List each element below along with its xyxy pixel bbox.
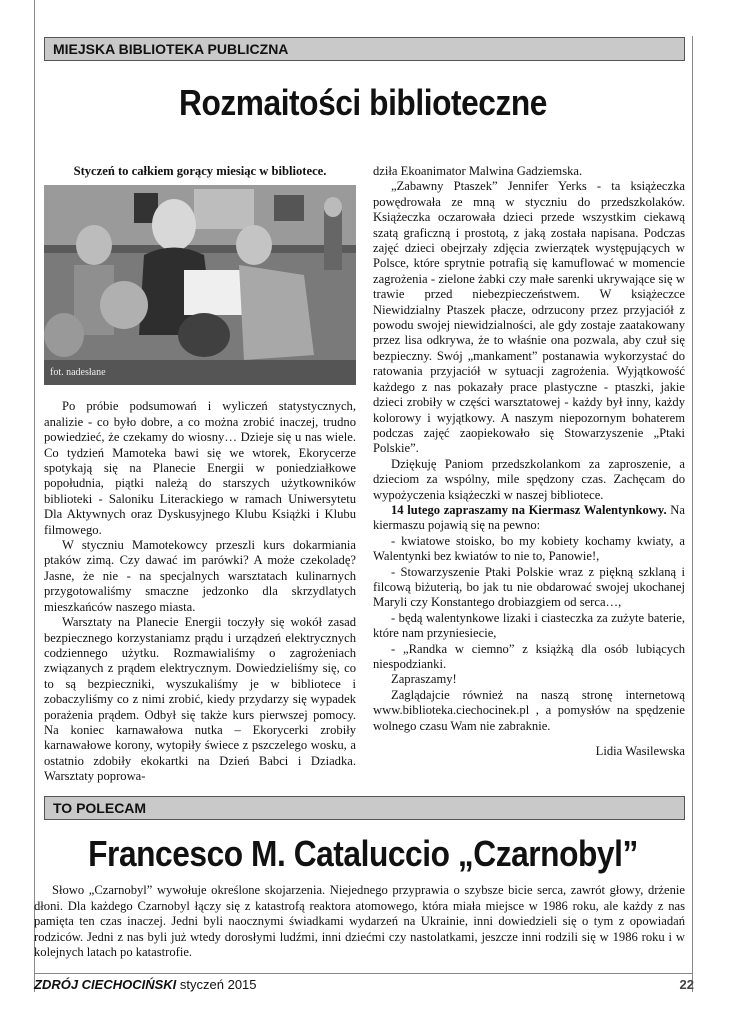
footer-publication [34, 977, 257, 992]
footer-magazine-name: ZDRÓJ CIECHOCIŃSKI [34, 977, 177, 992]
author-signature: Lidia Wasilewska [595, 744, 685, 759]
paragraph: Warsztaty na Planecie Energii toczyły się wokół zasad bezpiecznego korzystaniamz prądu i urządzeń elektrycznych codziennego użytku. Rozmawialiśmy o zagrożeniach związanych z prądem elektrycznym. Dowiedzieliśmy się, co to są bezpieczniki, wyszukaliśmy je w bibliotece i zobaczyliśmy co z nimi zrobić, kiedy przydarzy się wypadek porażenia prądem. Odbył się także kurs pierwszej pomocy. Na koniec karnawałowa nutka – Ekorycerki zrobiły karnawałowe korony, wytopiły świece z pszczelego wosku, a ostatnio zdobiły ekokartki na Dzień Babci i Dziadka. Warsztaty poprowa- [44, 615, 356, 784]
photo-children-reading-illustration [44, 185, 356, 385]
fair-item: - będą walentynkowe lizaki i ciasteczka za zużyte baterie, które nam przyniesiecie, [373, 610, 685, 641]
article-photo [44, 185, 356, 385]
paragraph: dziła Ekoanimator Malwina Gadziemska. [373, 164, 583, 178]
fair-date: 14 lutego zapraszamy na Kiermasz Walentynkowy. [391, 502, 667, 517]
section-header-recommend: TO POLECAM [44, 796, 685, 820]
fair-item: - kwiatowe stoisko, bo my kobiety kochamy kwiaty, a Walentynki bez kwiatów to nie to, Panowie!, [373, 533, 685, 564]
paragraph: Dziękuję Paniom przedszkolankom za zaproszenie, a dzieciom za wspólny, mile spędzony czas. Zachęcam do wypożyczenia książeczki w naszej bibliotece. [373, 456, 685, 502]
book-review-paragraph: Słowo „Czarnobyl” wywołuje określone skojarzenia. Niejednego przyprawia o szybsze bicie serca, zawrót głowy, drżenie dłoni. Dla każdego Czarnobyl łączy się z katastrofą reaktora atomowego, która miała miejsce w 1986 roku, ale każdy z nas pamięta ten czas inaczej. Jedni byli naocznymi świadkami wydarzeń na Ukrainie, inni dowiedzieli się o tym z opowiadań rodziców. Jedni z nas byli już wtedy dorosłymi ludźmi, inni dziećmi czy nastolatkami, jeszcze inni rodzili się w 1986 roku i w kolejnych latach po katastrofie. [34, 883, 685, 960]
article-headline: Rozmaitości biblioteczne [179, 82, 547, 123]
book-headline: Francesco M. Cataluccio „Czarnobyl” [88, 833, 638, 874]
photo-credit: fot. nadesłane [50, 367, 106, 378]
fair-item: - „Randka w ciemno” z książką dla osób lubiących niespodzianki. [373, 641, 685, 671]
website-paragraph: Zaglądajcie również na naszą stronę internetową www.biblioteka.ciechocinek.pl , a pomysłów na spędzenie wolnego czasu Wam nie zabraknie. [373, 687, 685, 733]
fair-announcement [373, 503, 685, 534]
invite-line: Zapraszamy! [391, 672, 457, 687]
page-number: 22 [679, 977, 694, 992]
paragraph: Po próbie podsumowań i wyliczeń statystycznych, analizie - co było dobre, a co można zrobić inaczej, trudno powiedzieć, że czekamy do wiosny… Dzieje się u nas wiele. Co tydzień Mamoteka bawi się we wtorek, Ekorycerze spotykają się na Planecie Energii w poniedziałkowe popołudnia, piątki należą do starszych użytkowników biblioteki - Saloniku Literackiego w ramach Uniwersytetu Dla Aktywnych oraz Dyskusyjnego Klubu Książki i Klubu filmowego. [44, 399, 356, 537]
paragraph: W styczniu Mamotekowcy przeszli kurs dokarmiania ptaków zimą. Czy dawać im parówki? A może czekoladę? Jasne, że nie - na specjalnych warsztatach kulinarnych przygotowaliśmy smaczne jedzonko dla skrzydlatych mieszkańców naszego miasta. [44, 538, 356, 614]
article-left-column [44, 164, 356, 785]
article-right-column [373, 164, 685, 759]
paragraph: „Zabawny Ptaszek” Jennifer Yerks - ta książeczka powędrowała ze mną w styczniu do przedszkolaków. Książeczka oczarowała dzieci przede wszystkim ciekawą szatą graficzną i prostotą, z jaką została napisana. Podczas zajęć dzieci obejrzały zdjęcia zwierzątek występujących w Polsce, które sprytnie potrafią się kamuflować w momencie zagrożenia - zielone żabki czy małe sarenki ukrywające się w trawie przed niebezpieczeństwem. W książeczce Niewidzialny Ptaszek płacze, odrzucony przez przyjaciół z powodu swojej niewidzialności, ale gdy zostaje zaatakowany przez lisa odkrywa, że to właśnie ona pozwala, aby czuł się bezpieczny. Swój „mankament” postanawia wykorzystać do ratowania przyjaciół w sytuacji zagrożenia. Wyjątkowość każdego z nas pokazały prace plastyczne - ptaszki, jakie dzieci zrobiły w części warsztatowej - każdy był inny, każdy kolorowy i wyjątkowy. A naszym niepozornym bohaterem podczas zajęć zaopiekowało się Stowarzyszenie „Ptaki Polskie”. [373, 179, 685, 456]
right-margin-rule [692, 36, 693, 992]
fair-intro: Na kiermaszu pojawią się na pewno: [373, 502, 685, 533]
footer-rule [34, 973, 692, 974]
section-header-library: MIEJSKA BIBLIOTEKA PUBLICZNA [44, 37, 685, 61]
fair-item: - Stowarzyszenie Ptaki Polskie wraz z piękną szklaną i filcową biżuterią, bo jak tu nie obdarować swojej ukochanej Maryli czy Konstantego drobiazgiem od serca…, [373, 564, 685, 610]
footer-issue-date: styczeń 2015 [176, 977, 257, 992]
article-lead: Styczeń to całkiem gorący miesiąc w bibliotece. [73, 164, 327, 178]
left-margin-rule [34, 0, 35, 992]
